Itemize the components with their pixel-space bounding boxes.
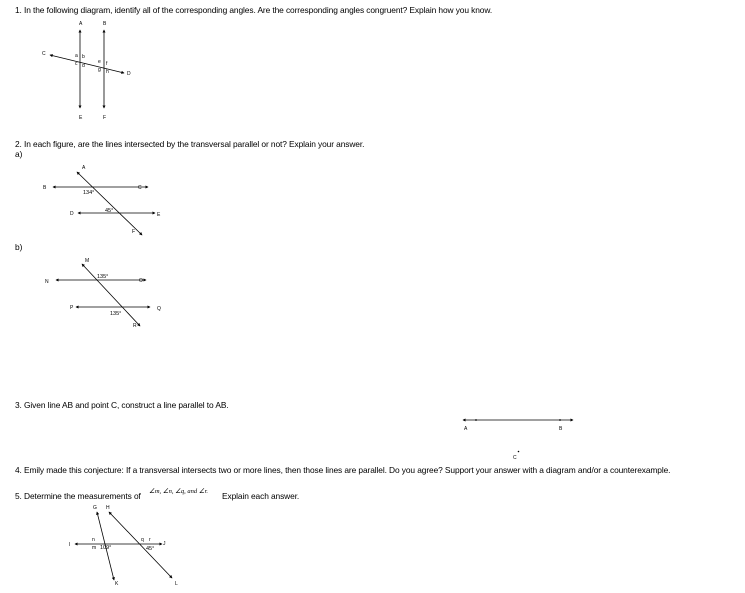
- angle-a-label: a: [75, 53, 78, 59]
- point-j-label: J: [163, 541, 166, 547]
- angle-135-bottom-label: 135°: [110, 311, 122, 317]
- angle-q-label: q: [141, 537, 144, 543]
- question-2-part-b: b): [15, 242, 23, 252]
- angle-h-label: h: [106, 69, 109, 75]
- angle-e-label: e: [98, 59, 101, 65]
- point-m-label: M: [85, 258, 90, 264]
- point-k-label: K: [115, 581, 119, 587]
- question-4-text: 4. Emily made this conjecture: If a transversal intersects two or more lines, then those lines are parallel. Do you agree? Support your answer with a diagram and/or a counterexample.: [15, 465, 671, 475]
- question-2-text: 2. In each figure, are the lines intersected by the transversal parallel or not? Explain your answer.: [15, 139, 365, 149]
- question-3-text: 3. Given line AB and point C, construct a line parallel to AB.: [15, 400, 229, 410]
- angle-m-label: m: [92, 545, 97, 551]
- angle-g-label: g: [98, 67, 101, 73]
- angle-45-label: 45°: [105, 208, 114, 214]
- point-d-label: D: [127, 71, 131, 77]
- angle-135-top-label: 135°: [97, 274, 109, 280]
- point-h-label: H: [106, 505, 110, 511]
- question-2-part-a: a): [15, 149, 23, 159]
- point-b-label: B: [559, 426, 563, 432]
- question-5-prefix: 5. Determine the measurements of: [15, 491, 141, 501]
- point-c-label: C: [42, 51, 46, 57]
- point-l-label: L: [175, 581, 178, 587]
- angle-109-label: 109°: [100, 545, 112, 551]
- angle-b-label: b: [82, 54, 85, 60]
- point-a-label: A: [82, 165, 86, 171]
- angle-c-label: c: [75, 61, 78, 67]
- point-f-label: F: [103, 115, 107, 121]
- point-r-label: R: [133, 323, 137, 329]
- point-b-label: B: [103, 21, 107, 27]
- point-i-label: I: [69, 542, 71, 548]
- angle-r-label: r: [149, 537, 151, 543]
- point-p-label: P: [70, 305, 74, 311]
- angle-f-label: f: [106, 61, 108, 67]
- point-c-label: C: [138, 185, 142, 191]
- question-1-text: 1. In the following diagram, identify all of the corresponding angles. Are the corresponding angles congruent? Explain how you know.: [15, 5, 493, 15]
- point-n-label: N: [45, 279, 49, 285]
- point-q-label: Q: [157, 306, 161, 312]
- point-a-label: A: [79, 21, 83, 27]
- point-e-label: E: [79, 115, 83, 121]
- point-e-label: E: [157, 212, 161, 218]
- point-c-label: C: [513, 455, 517, 461]
- question-5-suffix: Explain each answer.: [222, 491, 300, 501]
- point-d-label: D: [70, 211, 74, 217]
- angle-n-label: n: [92, 537, 95, 543]
- angle-d-label: d: [82, 63, 85, 69]
- point-a-label: A: [464, 426, 468, 432]
- point-g-label: G: [93, 505, 97, 511]
- point-f-label: F: [132, 229, 136, 235]
- question-5-angles-math: ∠m, ∠n, ∠q, and ∠r.: [149, 488, 209, 495]
- point-o-label: O: [139, 278, 143, 284]
- angle-134-label: 134°: [83, 190, 95, 196]
- angle-45-label: 45°: [146, 546, 155, 552]
- point-b-label: B: [43, 185, 47, 191]
